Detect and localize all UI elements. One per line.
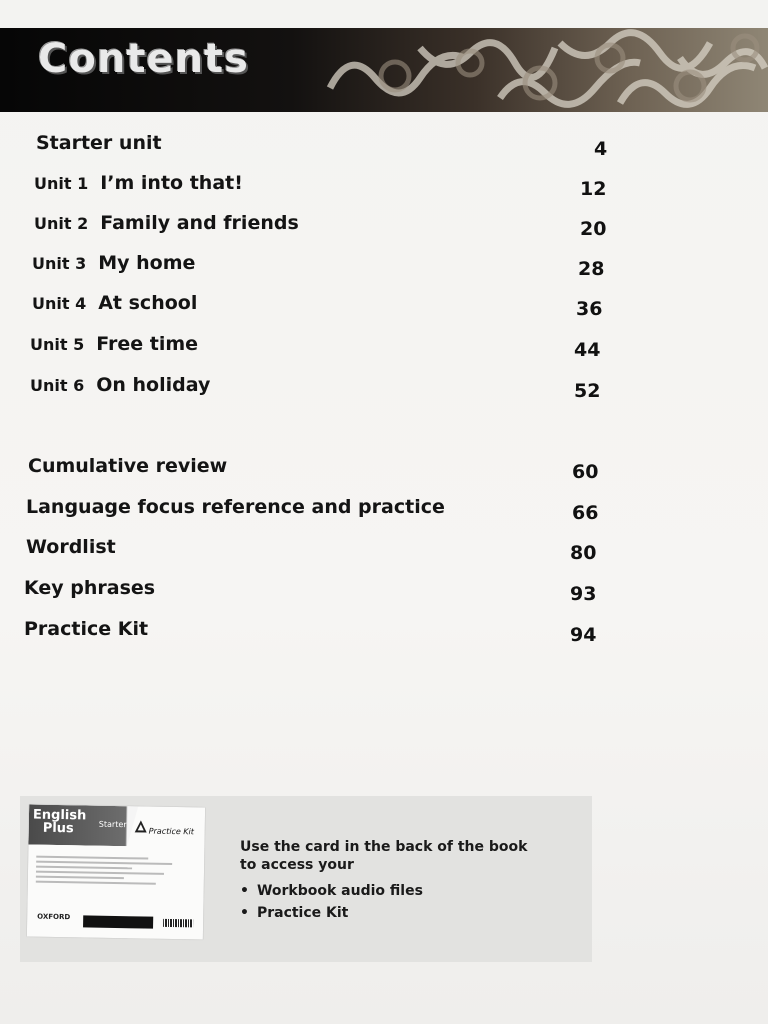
toc-page: 44 xyxy=(574,339,601,361)
bullet-workbook-audio: • Workbook audio files xyxy=(240,882,580,900)
toc-row-starter[interactable] xyxy=(36,132,636,160)
toc-page: 93 xyxy=(570,583,597,605)
toc-label: Cumulative review xyxy=(28,455,228,477)
unit-title: I’m into that! xyxy=(100,172,243,194)
unit-number: Unit 6 xyxy=(30,376,85,395)
unit-number: Unit 3 xyxy=(32,254,87,273)
practice-kit-icon xyxy=(133,818,149,834)
toc-page: 20 xyxy=(580,218,607,240)
toc-page: 36 xyxy=(576,298,603,320)
unit-number: Unit 5 xyxy=(30,335,85,354)
barcode-icon xyxy=(163,919,193,928)
toc-label: Practice Kit xyxy=(24,618,149,640)
toc-row-practice-kit[interactable] xyxy=(24,618,624,646)
toc-page: 80 xyxy=(570,542,597,564)
unit-title: At school xyxy=(98,292,198,314)
unit-title: On holiday xyxy=(96,374,211,396)
page-title: Contents xyxy=(38,36,249,82)
oxford-logo: OXFORD xyxy=(37,912,71,922)
toc-page: 12 xyxy=(580,178,607,200)
toc-page: 60 xyxy=(572,461,599,483)
card-instructions xyxy=(240,838,580,922)
toc-row-language-focus[interactable] xyxy=(26,496,626,524)
access-card-image xyxy=(27,804,205,939)
toc-row-unit-5[interactable] xyxy=(30,333,630,361)
toc-page: 52 xyxy=(574,380,601,402)
toc-row-cumulative-review[interactable] xyxy=(28,455,628,483)
toc-label: Language focus reference and practice xyxy=(26,496,445,518)
toc-page: 94 xyxy=(570,624,597,646)
toc-page: 28 xyxy=(578,258,605,280)
toc-row-unit-4[interactable] xyxy=(32,292,632,320)
toc-row-unit-6[interactable] xyxy=(30,374,630,402)
toc-label: Starter unit xyxy=(36,132,162,154)
access-card-notice xyxy=(20,796,592,962)
access-code-strip xyxy=(83,915,153,928)
unit-number: Unit 4 xyxy=(32,294,87,313)
card-kit-label: Practice Kit xyxy=(148,826,195,837)
toc-row-unit-1[interactable] xyxy=(34,172,634,200)
card-level: Starter xyxy=(98,819,127,830)
card-instructions-line2: to access your xyxy=(240,857,354,873)
toc-row-unit-2[interactable] xyxy=(34,212,634,240)
unit-title: My home xyxy=(98,252,196,274)
toc-row-unit-3[interactable] xyxy=(32,252,632,280)
toc-label: Wordlist xyxy=(26,536,116,558)
unit-title: Family and friends xyxy=(100,212,299,234)
bullet-practice-kit: • Practice Kit xyxy=(240,904,580,922)
unit-number: Unit 2 xyxy=(34,214,89,233)
english-plus-logo: English Plus xyxy=(32,807,87,837)
toc-page: 4 xyxy=(594,138,608,160)
toc-page: 66 xyxy=(572,502,599,524)
card-fine-print xyxy=(36,853,197,889)
unit-title: Free time xyxy=(96,333,199,355)
card-instructions-line1: Use the card in the back of the book xyxy=(240,839,528,855)
unit-number: Unit 1 xyxy=(34,174,89,193)
toc-label: Key phrases xyxy=(24,577,156,599)
toc-row-wordlist[interactable] xyxy=(26,536,626,564)
toc-row-key-phrases[interactable] xyxy=(24,577,624,605)
